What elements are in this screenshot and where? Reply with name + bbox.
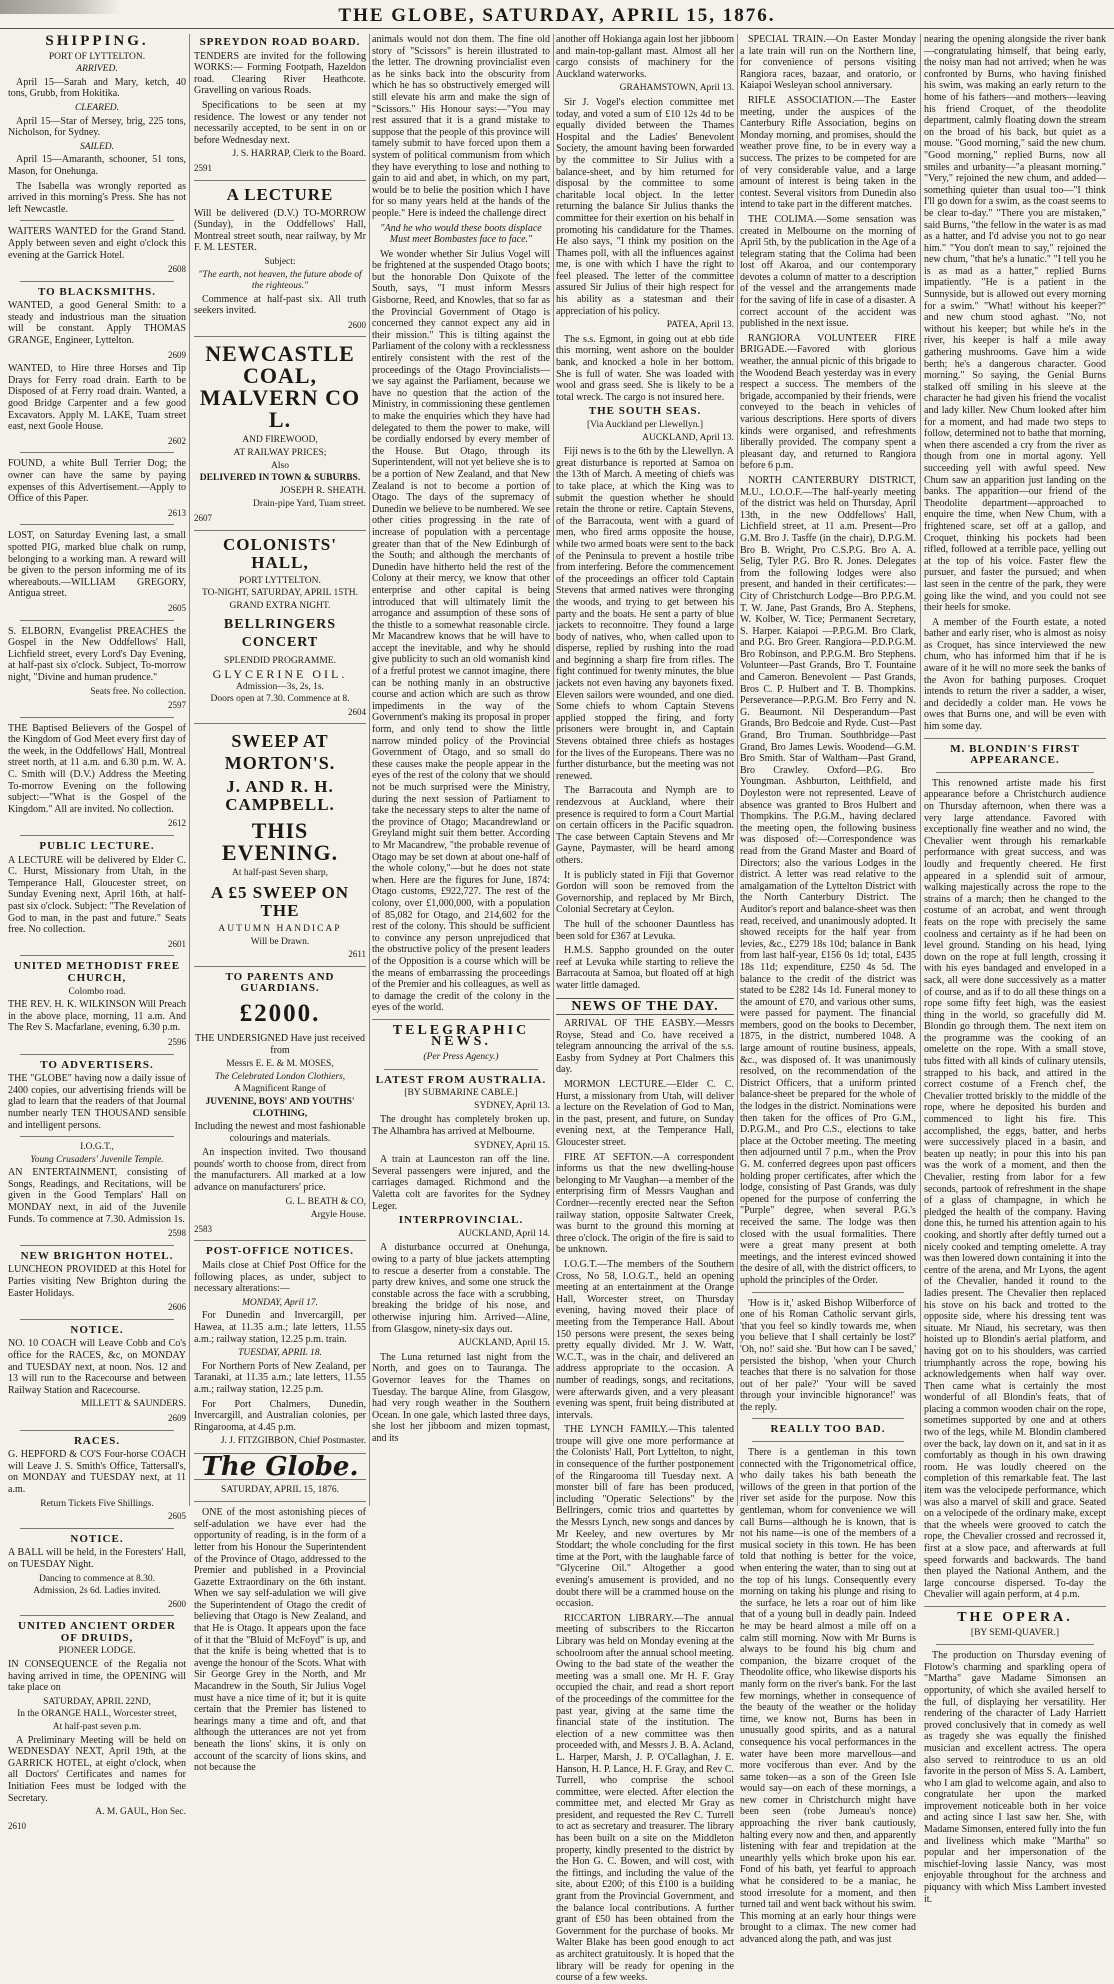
- divider: [20, 835, 174, 836]
- masthead: [0, 0, 1114, 29]
- dateline: PATEA, April 13.: [666, 320, 734, 331]
- ad-ref: 2605: [168, 1511, 186, 1522]
- ad-sign: J. J. FITZGIBBON, Chief Postmaster.: [220, 1436, 366, 1447]
- divider: [194, 1501, 366, 1502]
- news-item: FIRE AT SEFTON.—A correspondent informs us that the new dwelling-house belonging to Mr Vaughan—a member of the enterprising firm of Messrs Vaughan and Cordner—recently erected near the Sefton railway station, opposite Saltwater Creek, was burnt to the ground this morning at three o'clock. The origin of the fire is said to be unknown.: [556, 1151, 734, 1256]
- ad-ref: 2598: [168, 1228, 186, 1239]
- ad-smith: WANTED, a good General Smith: to a steady and industrious man the situation will be constant. Apply THOMAS GRANGE, Engineer, Lyttelton.: [8, 300, 186, 347]
- dispatch: It is publicly stated in Fiji that Governor Gordon will soon be removed from the Governorship, and replaced by Mr Birch, Colonial Secretary at Ceylon.: [556, 869, 734, 916]
- cleared-label: CLEARED.: [74, 102, 120, 113]
- divider: [20, 1430, 174, 1431]
- ad-baptised: THE Baptised Believers of the Gospel of the Kingdom of God Meet every first day of the week, in the Oddfellows' Hall, Montreal street north, at 11 a.m. and 6.30 p.m. W. A. C. Smith will (D.V.) Address the Meeting To-morrow Evening on the following subject:—"What is the Gospel of the Kingdom." All are invited. No collection.: [8, 722, 186, 815]
- divider: [20, 220, 174, 221]
- dateline: SYDNEY, April 15.: [474, 1140, 550, 1151]
- divider: [20, 955, 174, 956]
- news-item: THE COLIMA.—Some sensation was created in Melbourne on the morning of April 5th, by the publication in the Age of a telegram stating that the Colima had been lost off Akaroa, and our contemporary devotes a column of matter to a description of the vessel and the arrangements made for the saving of life in case of a disaster. A correct account of the accident was published in the next issue.: [740, 213, 916, 330]
- coal-banner: NEWCASTLE COAL, MALVERN CO L.: [199, 341, 361, 433]
- ad-sign: J. S. HARRAP, Clerk to the Board.: [232, 149, 366, 160]
- ad-tenders: TENDERS are invited for the following WORKS:— Forming Footpath, Hazeldon road. Clearing River Heathcote. Gravelling on various Roads.: [194, 50, 366, 97]
- divider: [20, 1136, 174, 1137]
- races-heading: RACES.: [73, 1434, 121, 1447]
- moses-desc: The Celebrated London Clothiers,: [214, 1071, 346, 1082]
- ad-ref: 2596: [168, 1036, 186, 1047]
- dispatch: The s.s. Egmont, in going out at ebb tide this morning, went ashore on the boulder bank, and knocked a hole in her bottom. She is full of water. She was loaded with wool and grass seed. She is likely to be a total wreck. The cargo is not insured here.: [556, 333, 734, 403]
- ad-ref: 2606: [168, 1302, 186, 1313]
- news-item: ARRIVAL OF THE EASBY.—Messrs Royse, Stead and Co. have received a telegram announcing the arrival of the s.s. Easby from Sydney at Port Chalmers this day.: [556, 1018, 734, 1076]
- undersigned: THE UNDERSIGNED Have just received from: [195, 1032, 365, 1056]
- news-item: MORMON LECTURE.—Elder C. C. Hurst, a missionary from Utah, will deliver a lecture on the Revelation of God to Man, in the past, present, and future, on Sunday evening next, at the Temperance Hall, Gloucester street.: [556, 1079, 734, 1149]
- anecdote: 'How is it,' asked Bishop Wilberforce of one of his Roman Catholic servant girls, 'that you feel so kindly towards me, when you believe that I shall certainly be lost?' 'Oh, no!' said she. 'But how can I be saved,' persisted the bishop, 'when your Church teaches that there is no salvation for those out of her pale?' 'Your will be saved through your invincible hignorance!' was the reply.: [740, 1297, 916, 1413]
- druids-date: SATURDAY, APRIL 22ND,: [43, 1696, 151, 1707]
- dispatch: A disturbance occurred at Onehunga, owing to a party of blue jackets attempting to rescue a deserter from a constable. The party drew knives, and some one struck the constable across the face with a scrubbing, breaking the bridge of his nose, and otherwise injuring him. Arrived—Aline, from Glasgow, ninety-six days out.: [372, 1242, 550, 1335]
- divider: [20, 1615, 174, 1616]
- ad-coach: NO. 10 COACH will Leave Cobb and Co's office for the RACES, &c, on MONDAY and TUESDAY next, at noon. Nos. 12 and 13 will run to the Racecourse and between Railway Station and Racecourse.: [8, 1338, 186, 1396]
- blacksmiths-heading: TO BLACKSMITHS.: [37, 285, 157, 298]
- dispatch: The Barracouta and Nymph are to rendezvous at Auckland, where their presence is required to form a Court Martial on certain officers in the Pacific squadron. The case between Captain Stevens and Mr Gayne, Paymaster, will be heard among others.: [556, 785, 734, 866]
- via-auckland: [Via Auckland per Llewellyn.]: [586, 420, 704, 430]
- inspection: An inspection invited. Two thousand pounds' worth to choose from, direct from the manufacturers. All marked at a low advance on manufacturers' price.: [194, 1147, 366, 1194]
- news-item: RANGIORA VOLUNTEER FIRE BRIGADE.—Favored with glorious weather, the annual picnic of this brigade to the Woodend Beach yesterday was in every respect a success. The members of the brigade, accompanied by their friends, were conveyed to the beach in vehicles of various descriptions. Here sports of divers kinds were organised, and refreshments liberally provided. The company spent a pleasant day, and returned to Rangiora before 6 p.m.: [740, 332, 916, 472]
- divider: [194, 723, 366, 724]
- news-item: NORTH CANTERBURY DISTRICT, M.U., I.O.O.F.—The half-yearly meeting of the district was held on Thursday, April 13th, in the new Oddfellows' Hall, Lichfield street, at 11 a.m. Present—Pro G.M. Bro J. Tasffe (in the chair), D.P.G.M. Bro B. Wright, Pro C.S.P.G. Bro A. A. Selig, Tyler P.G. Bro R. Jones. Delegates from the following lodges were also present, and handed in their certificates:—City of Christchurch Lodge—Bro P.P.G.M. T. W. Jane, Past Grands, Bro A. Stephens, W. Kolber, W. Tice; Permanent Secretary, S. Harper. Kaiapoi —P.P.G.M. Bro Clark, and P.G. Bro Greer. Rangiora—P.D.P.G.M. Bro Robinson, and P.P.G.M. Bro Stephens. Volunteer—Past Grands, Bro T. Fountaine and Cameron. Benevolent — Past Grands, Bros C. P. Hulbert and T. B. Thompkins. Perseverance—P.P.G.M. Bro Ferry and N. G. Beaumont. Nil Desperandum—Past Grands, Bro Bedcoie and Ryde. Cust—Past Grand, Bro Truman. Southbridge—Past Grand, Bro James Lewis. Woodend—G.M. Bro Smith. Star of Waltham—Past Grand, Bro Crawley. Oxford—P.G. Bro Youngman. Ashburton, Leithfield, and Doyleston were not represented. Leave of absence was granted to Bros Hulbert and Thompkins. The P.G.M., having declared the meeting open, the following business was disposed of:—Correspondence was read from the Grand Master and Board of Directors; also the various Lodges in the district. A letter was read relative to the amalgamation of the Lyttelton District with the North Canterbury District. The Auditor's report and balance-sheet was then read, received, and unanimously adopted. It showed receipts for the half year from levies, &c., £279 18s 10d; balance in Bank from last half-year, £156 0s 1d; total, £435 18s 11d; expenditure, £250 4s 5d. The balance to the credit of the district was stated to be £282 14s 1d. Funeral money to the amount of £70, and various other sums, were passed for payment. The financial members, good on the books to December, 1875, in the district, numbered 1048. A large amount of routine business, appeals, &c., was disposed of. It was unanimously resolved, on the recommendation of the District Officers, that a uniform printed balance-sheet be prepared for the whole of the lodges in the district. Nominations were then taken for the offices of Pro G.M., D.P.G.M., and Pro C.S., elections to take place at the October meeting. The meeting then adjourned until 7 p.m., when the Prov G. M. conferred degrees upon past officers holding proper certificates, after which the lodge, consisting of Past Grands, was duly opened for the purpose of conferring the "Purple" degree, when several P.G.'s received the same. The lodge was then closed with the usual formalities. There were a great many present at both meetings, and the interest evinced showed the desire of all, with the district officers, to uphold the principles of the Order.: [740, 474, 916, 1286]
- dateline: GRAHAMSTOWN, April 13.: [619, 83, 734, 94]
- divider: [752, 1292, 904, 1293]
- this-evening: THIS EVENING.: [221, 818, 339, 866]
- juvenine-desc: Including the newest and most fashionable colourings and materials.: [194, 1121, 366, 1144]
- doors: Doors open at 7.30. Commence at 8.: [210, 694, 350, 705]
- telegraphic-heading: TELEGRAPHIC NEWS.: [392, 1022, 530, 1050]
- post-chalmers: For Port Chalmers, Dunedin, Invercargill, and Australian colonies, per Ringarooma, at 4.45 p.m.: [194, 1398, 366, 1433]
- column-rule: [920, 34, 921, 1506]
- ad-ref: 2600: [168, 1598, 186, 1609]
- ad-sign: G. L. BEATH & CO,: [285, 1196, 366, 1207]
- column-rule: [553, 34, 554, 1506]
- ad-ref: 2597: [168, 700, 186, 711]
- iogt-sub: Young Crusaders' Juvenile Temple.: [30, 1154, 164, 1165]
- ad-ref: 2609: [168, 349, 186, 360]
- column-5: [740, 34, 916, 1945]
- column-1: [8, 33, 186, 1831]
- divider: [20, 452, 174, 453]
- dispatch: The drought has completely broken up. The Alhambra has arrived at Melbourne.: [372, 1114, 550, 1138]
- divider: [20, 1528, 174, 1529]
- coal-sub2: AT RAILWAY PRICES;: [233, 448, 327, 459]
- lecture-text: Will be delivered (D.V.) TO-MORROW (Sunday), in the Oddfellows' Hall, Montreal street south, near railway, by Mr F. M. LESTER.: [194, 207, 366, 254]
- pounds-banner: £2000.: [239, 999, 321, 1027]
- ad-ref: 2613: [168, 507, 186, 518]
- south-seas-heading: THE SOUTH SEAS.: [588, 405, 702, 418]
- editorial-continued: animals would not don them. The fine old story of "Scissors" is herein illustrated to the letter. The drowning provincialist even as he sinks back into the obscurity from which he has so obstructively emerged will still elevate his arm and make the sign of "Scissors." His Honour says:—"You may rest assured that it is a grand mistake to suppose that the people of this province will tamely submit to have forced upon them a system of political communism from which they have everything to lose and nothing to gain to aid and abet, in which, on my part, would be to belie the position which I have for so many years held at the hands of the people." Here is indeed the challenge direct: [372, 34, 550, 219]
- ad-sign: JOSEPH R. SHEATH.: [279, 485, 366, 496]
- dateline: AUCKLAND, April 13.: [642, 432, 734, 443]
- bellringers-concert: BELLRINGERS CONCERT: [223, 617, 337, 651]
- post-monday-text: For Dunedin and Invercargill, per Hawea, at 11.35 a.m.; late letters, 11.55 a.m.; railway station, 12.25 p.m. train.: [194, 1310, 366, 1345]
- colonists-hall: COLONISTS' HALL,: [223, 534, 337, 572]
- dispatch: H.M.S. Sappho grounded on the outer reef at Levuka while starting to relieve the Barracouta at Samoa, but floated off at high water little damaged.: [556, 945, 734, 991]
- globe-date: SATURDAY, APRIL 15, 1876.: [221, 1484, 339, 1495]
- ad-ref: 2591: [194, 162, 212, 173]
- ad-tail: Return Tickets Five Shillings.: [40, 1498, 154, 1509]
- ad-elborn: S. ELBORN, Evangelist PREACHES the Gospel in the New Oddfellows' Hall, Lichfield street, every Lord's Day Evening, at half-past six o'clock. Subject, To-morrow night, "Divine and human prudence.": [8, 625, 186, 683]
- coal-delivered: DELIVERED IN TOWN & SUBURBS.: [199, 473, 361, 484]
- divider: [20, 524, 174, 525]
- column-6: [924, 34, 1106, 1905]
- dateline: AUCKLAND, April 14.: [458, 1228, 550, 1239]
- dispatch: The Luna returned last night from the North, and goes on to Tauranga. The Governor leaves for the Thames on Tuesday. The barque Aline, from Glasgow, had very rough weather in the Southern Ocean. In one gale, which lasted three days, she lost her jibboom and mizen topmast, and its: [372, 1351, 550, 1444]
- australia-heading: LATEST FROM AUSTRALIA.: [375, 1073, 547, 1086]
- divider: [194, 180, 366, 181]
- post-intro: Mails close at Chief Post Office for the following places, as under, subject to necessary alterations:—: [194, 1260, 366, 1295]
- glycerine-oil: GLYCERINE OIL.: [212, 667, 348, 681]
- column-rule: [737, 34, 738, 1506]
- dispatch: Fiji news is to the 6th by the Llewellyn. A great disturbance is reported at Samoa on the 13th of March. A meeting of chiefs was to take place, at which the King was to submit the question whether he should retain the throne or retire. Captain Stevens, of the Barracouta, went with a guard of men, who fired arms opposite the house, while two armed boats were sent to the back of the Peninsula to prevent a hostile tribe from interfering. Before the commencement of the proceedings an officer told Captain Stevens that armed natives were thronging the woods, and trying to get between his party and the boats. He sent a party of blue jackets to reconnoitre. They found a large body of natives, who, when called upon to disperse, replied by rushing into the road and beginning a sharp fire from rifles. The fight continued for twenty minutes, the blue jackets not even having any bayonets fixed. Eleven sailors were wounded, and one died. Some chiefs to whom Captain Stevens applied stopped the firing, and forty prisoners were brought in, and Captain Stevens obtained three chiefs as hostages for the lives of the Europeans. There was no further disturbance, but the meeting was not renewed.: [556, 446, 734, 782]
- iogt-heading: I.O.G.T.,: [80, 1142, 114, 1153]
- admission: Admission—3s, 2s, 1s.: [236, 681, 324, 692]
- submarine-cable: [BY SUBMARINE CABLE.]: [404, 1088, 518, 1099]
- lecture-subject: "The earth, not heaven, the future abode of the righteous.": [198, 269, 362, 292]
- article-continued: nearing the opening alongside the river bank—congratulating himself, that being early, the noisy man had not arrived; when he was confronted by Burns, who having finished his swim, was making an early return to the home of his fathers—and mothers—leaving his friend Croquet, of the theodolite department, calmly floating down the stream on the broad of his back, but quiet as a mouse. "Good morning," said the new chum. "Good morning," replied Burns, now all smiles and urbanity—"a pleasant morning." "Very," rejoined the new chum, and added—something quieter than usual too—"I think I'll go down for a swim, as the coast seems to be clear to-day." "There you are mistaken," said Burns, "the fellow in the water is as mad as a hatter, and I'd advise you not to go near him." "You don't mean to say," rejoined the new chum, "that he's a lunatic." "I tell you he is as mad as a hatter," replied Burns impatiently. "He is a patient in the Sunnyside, but is allowed out every morning for a swim." "What! without his keeper?" and new chum stood aghast. "No, not without his keeper; but while he's in the river, his keeper is half a mile away gathering mushrooms. Gave him a wide berth; he's a dangerous character. Good morning." So saying, the Genial Burns stalked off smiling in his sleeve at the character he had given his friend the vocalist and lady killer. New Chum looked after him for a moment, and had made two steps to follow, determined not to bathe that morning, when there ascended a cry from the river as though from one in mortal agony. Yell succeeding yell with awful speed. New Chum saw an apparition just landing on the banks. The apparition—our friend of the Theodolite department—approached to enquire the time, when New Chum, with a frightened scare, set off at a gallop, and Croquet, thinking his pockets had been rifled, followed at a terrible pace, yelling out at the top of his voice. Faster flew the pursuer, and faster the pursued; and when last seen in the centre of the park, they were going like the wind, and you could not see their heels for smoke.: [924, 34, 1106, 614]
- divider: [924, 1606, 1106, 1607]
- divider: [20, 1054, 174, 1055]
- editorial-text: ONE of the most astonishing pieces of self-adulation we have ever had the opportunity of reading, is in the form of a letter from his Honour the Superintendent of the Province of Otago, addressed to the Premier and published in a Provincial Gazette Extraordinary on the 6th instant. When we say self-adulation we will give the Superintendent of Otago the credit of believing that Otago is New Zealand, and that He is Otago. It appears upon the face of it that the "Bluid of McFoyd" is up, and that the knife is being whetted that is to avenge the honour of the Scots. What with Sir George Grey in the North, and Mr Macandrew in the South, Sir Julius Vogel must have a nice time of it; but it is quite certain that the Premier has listened to hearings many a time and oft, and that although the utterances are not yet from beneath the lions' skins, it is only on account of the scarcity of lions skins, and not because the: [194, 1507, 366, 1774]
- really-too-bad-heading: REALLY TOO BAD.: [770, 1423, 886, 1436]
- globe-nameplate: The Globe.: [201, 1451, 359, 1482]
- arrived-label: ARRIVED.: [76, 64, 118, 75]
- ad-sign: MILLETT & SAUNDERS.: [80, 1399, 186, 1410]
- post-tuesday: TUESDAY, APRIL 18.: [238, 1348, 322, 1359]
- notice-heading: NOTICE.: [70, 1532, 124, 1545]
- opera-heading: THE OPERA.: [957, 1609, 1073, 1625]
- news-item: RICCARTON LIBRARY.—The annual meeting of subscribers to the Riccarton Library was held on Monday evening at the schoolroom after the annual school meeting. Owing to the bad state of the weather the meeting was a small one. Mr H. F. Gray occupied the chair, and read a short report of the proceedings of the committee for the past year, giving at the same time the financial state of the institution. The election of a new committee was then proceeded with, and Messrs J. B. A. Acland, L. Harper, Marsh, J. P. O'Callaghan, J. E. Hanson, H. P. Lance, H. F. Gray, and Rev C. Turrell, who comprise the school committee, were elected. After election the committee met, and elected Mr Gray as president, and requested the Rev C. Turrell to act as secretary and treasurer. The library has been built on a site on the Middleton property, kindly presented to the district by the Hon G. C. Bowen, and will cost, with the fittings, and including the value of the site, about £200; of this £100 is a building grant from the Provincial Government, and the balance local contributions. A further grant of £50 has been obtained from the Government for the purchase of books. Mr Walter Blake has been good enough to act as architect gratuitously. It is hoped that the library will be ready for opening in the course of a few weeks.: [556, 1612, 734, 1984]
- column-3: [372, 34, 550, 1510]
- ad-ref: 2610: [8, 1820, 26, 1831]
- notice-heading: NOTICE.: [70, 1323, 124, 1336]
- divider: [194, 966, 366, 967]
- ad-ref: 2604: [348, 706, 366, 717]
- ad-lecture: A LECTURE will be delivered by Elder C. C. Hurst, Missionary from Utah, in the Temperance Hall, Gloucester street, on Sunday Evening next, April 16th, at half-past six o'clock. Subject: "The Revelation of God to man, in the past and future." Seats free. No collection.: [8, 854, 186, 936]
- dispatch: The hull of the schooner Dauntless has been sold for £367 at Levuka.: [556, 918, 734, 942]
- article-text: There is a gentleman in this town connected with the Trigonometrical office, who daily takes his bath beneath the willows of the green in that portion of the river set aside for the purpose. Now this gentleman, whom for convenience we will call Burns—although he is known, that is not his name—is one of the members of a musical society in this town. He has been told that nothing is better for the voice, when entering the water, than to sing out at the top of his lungs. Consequently every morning on taking his plunge and rising to the surface, he lets a roar out of him like that of a young bull in deadly pain. Indeed he may be heard almost a mile off on a calm still morning. Now with Mr Burns is always to be found his big chum and companion, the bizarre croquet of the Theodolite office, who likewise disports his manly form on the river's bank. For the last few mornings, whether in consequence of the beauty of the weather or the holiday time, we know not, Burns has been in unusually good spirits, and as a natural consequence his vocal performances in the water have been more marvellous—and more vociferous than ever. And by the same token—as a son of the Green Isle would say—on each of these mornings, a new comer in Christchurch might have been seen (robe Jumeau's nonce) approaching the river bank cautiously, halting every now and then, and apparently listening with fear and trepidation at the unearthly yells which broke upon his ear. Fond of his bath, yet fearful to approach what he considered to be a maniac, he stood irresolute for a moment, and then turned tail and went back without his swim. This morning at an early hour things were brought to a climax. The new comer had advanced along the path, and was just: [740, 1447, 916, 1945]
- divider: [20, 281, 174, 282]
- column-2: [194, 34, 366, 1774]
- ad-druids: IN CONSEQUENCE of the Regalia not having arrived in time, the OPENING will take place on: [8, 1659, 186, 1694]
- article-text: The production on Thursday evening of Flotow's charming and sparkling opera of "Martha" gave Madame Simonsen an opportunity, of which she availed herself to the full, of displaying her versatility. Her rendering of the character of Lady Harriett proved conclusively that in comedy as well as tragedy she was equally the finished musician and excellent actress. The opera also served to reintroduce to us an old favorite in the person of Miss S. A. Lambert, who I am glad to welcome again, and also to congratulate her upon the marked improvement noticeable both in her voice and acting since I last saw her. She, with Madame Simonsen, entered fully into the fun and liveliness which make "Martha" so popular and her impersonation of the mischief-loving lassie Nancy, was most enjoyable throughout for the archness and piquancy with which Miss Lambert invested it.: [924, 1650, 1106, 1905]
- ad-advertisers: THE "GLOBE" having now a daily issue of 2400 copies, our advertising friends will be glad to learn that the readers of that Journal number nearly TEN THOUSAND sensible and intelligent persons.: [8, 1073, 186, 1131]
- ad-ref: 2611: [348, 949, 366, 960]
- ad-terrier: FOUND, a white Bull Terrier Dog; the owner can have the same by paying expenses of this Advertisement.—Apply to Office of this Paper.: [8, 458, 186, 505]
- news-of-the-day-heading: NEWS OF THE DAY.: [556, 998, 734, 1016]
- editorial-more: We wonder whether Sir Julius Vogel will be frightened at the suspended Otago boots; but the honorable Don Quixote of the South, says, "I must inform Messrs Gisborne, Reed, and Knowles, that so far as the Provincial Government of Otago is concerned they cannot expect any aid in their mission." This is tilting against the Parliament of the colony with a recklessness entirely consistent with the rest of the proceedings of the Otago Provincialists—we say against the Parliament, because we have no question that the action of the Ministry, in commissioning these gentlemen to make the enquiries which they have had delegated to them the power to make, will be cordially endorsed by every member of the House. But Otago, through its Superintendent, will not yet believe she is to be a portion of New Zealand, and that New Zealand is not to become a portion of Otago. The days of the supremacy of Dunedin we believe to be numbered. We see other cities progressing in the rate of increase of population with a percentage greater than that of the New Edinburgh of the South; and although the merchants of Dunedin have hitherto held the rest of the Colony at their mercy, we know that other enterprise and other capital is being introduced that will ultimately limit the arrogance and assumption of these sons of the thistle to a somewhat reasonable circle. Mr Macandrew knows that he will have to accept the inevitable, and why he should give publicity to such an old womanish kind of a fretful protest we cannot imagine, there can be nothing manly in an obstructive course and action which are such as throw impediments in the way of the Government's making its proposal in proper form, and only tend to show the little narrow minded policy of the Provincial Government of Otago, and so small do these causes make the people appear in the eyes of the rest of the colony that we should not be much surprised were the Ministry, during the next session of Parliament to take the necessary steps to alter the name of the province of Otago; Macandrewland or Greyland might suit them better. According to Mr Macandrew, "the probable revenue of Otago may be set down at about one-half of the whole colony,"—but he does not state when. Here are the figures for June, 1874: Otago customs, £922,727. The rest of the colony, over £1,000,000, with a population of 85,082 for Otago, and 214,602 for the rest of the colony. This should be sufficient to convince any person unprejudiced that the obstructive policy of the present leaders of the Opposition is a course which will be the means of embarrassing the proceedings of the Premier and his colleagues, as well as to damage the credit of the colony in the eyes of the world.: [372, 248, 550, 1014]
- ad-horses: WANTED, to Hire three Horses and Tip Drays for Ferry road drain. Earth to be Disposed of at Ferry road drain. Wanted, a good Bridge Carpenter and a few good Excavators. Apply M. LAKE, Tuam street east, next Goole House.: [8, 363, 186, 433]
- advertisers-heading: TO ADVERTISERS.: [40, 1058, 154, 1071]
- colonists-night: GRAND EXTRA NIGHT.: [229, 600, 331, 611]
- ad-tail: Dancing to commence at 8.30.: [38, 1573, 156, 1584]
- druids-sub: PIONEER LODGE.: [58, 1646, 136, 1657]
- ad-ref: 2602: [168, 435, 186, 446]
- divider: [194, 336, 366, 337]
- divider: [20, 620, 174, 621]
- methodist-sub: Colombo road.: [68, 986, 126, 997]
- divider: [194, 530, 366, 531]
- news-item: SPECIAL TRAIN.—On Easter Monday a late train will run on the Northern line, for convenience of persons visiting Rangiora races, bazaar, and oratorio, or Kaiapoi Wesleyan school anniversary.: [740, 34, 916, 92]
- lecture-heading: PUBLIC LECTURE.: [39, 840, 155, 853]
- divider: [936, 1644, 1094, 1645]
- divider: [20, 1319, 174, 1320]
- ad-ref: 2605: [168, 602, 186, 613]
- news-item: THE LYNCH FAMILY.—This talented troupe will give one more performance at the Colonists' Hall, Port Lyttelton, to night, in consequence of the further postponement of the Ringarooma till Tuesday next. A monster bill of fare has been produced, including "Operatic Selections" by the Bellringers, comic trios and quartettes by the Messrs Lynch, new songs and dances by Mr Keeley, and new overtures by Mr Stoddart; the whole concluding for the first time at the Port, with the laughable farce of "Glycerine Oil." Altogether a good evening's amusement is provided, and no doubt there will be a crammed house on the occasion.: [556, 1424, 734, 1610]
- ad-sign: A. M. GAUL, Hon Sec.: [95, 1807, 186, 1818]
- ad-pig: LOST, on Saturday Evening last, a small spotted PIG, marked blue chalk on rump, belonging to a working man. A reward will be given to the person informing me of its whereabouts.—WILLIAM GREGORY, Antigua street.: [8, 530, 186, 600]
- ad-ball: A BALL will be held, in the Foresters' Hall, on TUESDAY Night.: [8, 1547, 186, 1570]
- sailed-text: April 15—Amaranth, schooner, 51 tons, Mason, for Onehunga.: [8, 154, 186, 177]
- moses: Messrs E. E. & M. MOSES,: [226, 1059, 334, 1070]
- cleared-text: April 15—Star of Mersey, brig, 225 tons, Nicholson, for Sydney.: [8, 115, 186, 139]
- ad-entertainment: AN ENTERTAINMENT, consisting of Songs, Readings, and Recitations, will be given in the Good Templars' Hall on MONDAY next, in aid of the Juvenile Funds. To commence at 7.30. Admission 1s.: [8, 1167, 186, 1225]
- ad-address: Argyle House.: [310, 1210, 366, 1221]
- lecture-subject-label: Subject:: [264, 256, 296, 267]
- druids-place: In the ORANGE HALL, Worcester street,: [17, 1709, 177, 1720]
- brighton-heading: NEW BRIGHTON HOTEL.: [20, 1249, 174, 1262]
- campbell-banner: J. AND R. H. CAMPBELL.: [225, 777, 335, 815]
- masthead-title: THE GLOBE, SATURDAY, APRIL 15, 1876.: [338, 5, 776, 26]
- lecture-tail: Commence at half-past six. All truth seekers invited.: [194, 293, 366, 317]
- divider: [936, 772, 1094, 773]
- divider: [752, 1418, 904, 1419]
- article-text: This renowned artiste made his first appearance before a Christchurch audience on Thursday afternoon, when there was a very large attendance. Favored with exceptionally fine weather and no wind, the Chevalier went through his remarkable performance with great success, and was loudly and frequently cheered. He first appeared in a splendid suit of armour, walking majestically across the rope to the strains of a march; then he changed to the costume of an acrobat, and went through feats on the rope with precisely the same coolness and certainty as if he had been on level ground. Standing on his head, lying down on the rope at full length, crossing it with his eyes bandaged and enveloped in a sack, all were done successively as a matter of course, and as if to do all these things on a rope some fifty feet high, was the easiest thing in the world, so gracefully did M. Blondin go through them. The next item on the programme was the cooking of an omelette on the rope. With a small stove, tubs fitted with all kinds of culinary utensils, strapped to his back, and attired in the correct costume of a French chef, the Chevalier trotted briskly to the middle of the rope, where he deposited his burden and commenced to light his fire. This accomplished, the eggs, batter, and herbs were successively placed in a basin, and beaten up neatly; in pour this into his pan was the work of a moment, and then the Chevalier, resting from labor for a few seconds, partook of refreshment in the shape of a glass of champagne, in which he pledged the health of the company. Having done this, he turned his attention again to his cooking, and shortly after deftly turned out a nicely cooked and tempting omelette. A tray was then lowered down containing it into the centre of the arena, and Mr Lyons, the agent of the Chevalier, handed it round to the ladies present. The Chevalier then replaced his stove on his back and trotted to the opposite side, where his dressing tent was situate. Mr Niaud, his secretary, was then hoisted up to Blondin's aerial platform, and having got on to his shoulders, was carried triumphantly across the rope, bowing his acknowledgements when half way over. Then came what is certainly the most wonderful of all Blondin's feats, that of placing a common wooden chair on the rope, sometimes supported by one and at others two of the legs, while M. Blondin clambered over the back, lay down on it, and sat in it as comfortably as though in his own drawing room. He was loudly cheered on the completion of this remarkable feat. The last item was the velocipede performance, which was also a marvel of skill and grace. Seated on a velocipede of the ordinary make, except that the wheels were grooved to catch the rope, the Chevalier crossed and recrossed it, first at a slow pace, and afterwards at full speed forwards and backwards. The band then played the National Anthem, and the large concourse dispersed. To-day the Chevalier will again perform, at 4 p.m.: [924, 777, 1106, 1601]
- methodist-heading: UNITED METHODIST FREE CHURCH,: [13, 960, 181, 984]
- coal-also: Also: [271, 460, 289, 471]
- news-item: I.O.G.T.—The members of the Southern Cross, No 58, I.O.G.T., held an opening meeting at an entertainment at the Orange Hall, Worcester street, on Thursday evening, having moved their place of meeting from the Temperance Hall. About 150 persons were present, the sexes being pretty equally divided. Mr J. W. Watt, W.C.T., was in the chair, and delivered an address appropriate to the occasion. A number of readings, songs, and recitations, were afterwards given, and a very pleasant evening was spent, fruit being distributed at intervals.: [556, 1258, 734, 1421]
- parents-heading: TO PARENTS AND GUARDIANS.: [225, 970, 335, 995]
- ad-ref: 2583: [194, 1223, 212, 1234]
- news-item: RIFLE ASSOCIATION.—The Easter meeting, under the auspices of the Canterbury Rifle Association, begins on Monday morning, and promises, should the weather prove fine, to be in every way a success. The prizes to be competed for are of very considerable value, and a large amount of interest is being taken in the contest. Several visitors from Dunedin also intend to take part in the different matches.: [740, 94, 916, 211]
- dispatch-continued: another off Hokianga again lost her jibboom and main-top-gallant mast. Almost all her cargo consists of machinery for the Auckland waterworks.: [556, 34, 734, 80]
- isabella-note: The Isabella was wrongly reported as arrived in this morning's Press. She has not left Newcastle.: [8, 180, 186, 215]
- juvenine-clothing: JUVENINE, BOYS' AND YOUTHS' CLOTHING,: [205, 1096, 355, 1119]
- half-past: At half-past Seven sharp,: [231, 868, 329, 879]
- druids-heading: UNITED ANCIENT ORDER OF DRUIDS,: [18, 1620, 176, 1644]
- divider: [372, 1019, 550, 1020]
- drawn: Will be Drawn.: [250, 936, 310, 947]
- per-press: (Per Press Agency.): [423, 1052, 499, 1063]
- splendid-programme: SPLENDID PROGRAMME.: [224, 656, 336, 667]
- shipping-heading: SHIPPING.: [45, 33, 149, 49]
- lecture-banner: A LECTURE: [226, 184, 334, 204]
- divider: [20, 717, 174, 718]
- ad-ref: 2607: [194, 513, 212, 524]
- article-text: A member of the Fourth estate, a noted bather and early riser, who is almost as noisy as Croquet, has since interviewed the new chum, who has informed him that if he is aware of it he will no more seek the banks of the Avon for bathing purposes. Croquet intends to return the river a sadder, a wiser, and decidedly a colder man. He vows he owes that Burns one, and will be even with him some day.: [924, 616, 1106, 733]
- dispatch: A train at Launceston ran off the line. Several passengers were injured, and the carriages damaged. Richmond and the Valetta colt are favorites for the Sydney Leger.: [372, 1154, 550, 1212]
- spreydon-heading: SPREYDON ROAD BOARD.: [199, 36, 361, 48]
- post-office-heading: POST-OFFICE NOTICES.: [206, 1245, 354, 1258]
- ad-tail: Seats free. No collection.: [90, 686, 186, 697]
- post-tuesday-text: For Northern Ports of New Zealand, per Taranaki, at 11.35 a.m.; late letters, 11.55 a.m.; railway station, 12.25 p.m.: [194, 1360, 366, 1395]
- column-4: [556, 34, 734, 1984]
- assortment: A Magnificent Range of: [233, 1084, 327, 1095]
- ad-tail: Admission, 2s 6d. Ladies invited.: [33, 1586, 161, 1597]
- ad-ref: 2600: [348, 319, 366, 330]
- boots-quote: "And he who would these boots displace Must meet Bombastes face to face.": [380, 222, 542, 246]
- ad-address: Drain-pipe Yard, Tuam street.: [253, 499, 366, 510]
- byline: [BY SEMI-QUAVER.]: [970, 1627, 1060, 1638]
- ad-brighton: LUNCHEON PROVIDED at this Hotel for Parties visiting New Brighton during the Easter Holidays.: [8, 1264, 186, 1299]
- column-rule: [369, 34, 370, 1506]
- column-rule: [189, 34, 190, 1506]
- colonists-sub: PORT LYTTELTON.: [239, 575, 321, 586]
- dateline: SYDNEY, April 13.: [474, 1100, 550, 1111]
- ad-wilkinson: THE REV. H. K. WILKINSON Will Preach in the above place, morning, 11 a.m. And The Rev S. Macfarlane, evening, 6.30 p.m.: [8, 999, 186, 1034]
- five-pound-sweep: A £5 SWEEP ON THE: [210, 882, 350, 920]
- dateline: AUCKLAND, April 15.: [458, 1338, 550, 1349]
- post-monday: MONDAY, April 17.: [241, 1297, 319, 1308]
- divider: [20, 1245, 174, 1246]
- dispatch: Sir J. Vogel's election committee met today, and voted a sum of £10 12s 4d to be equally divided between the Thames Hospital and the Ladies' Benevolent Society, the amount having been forwarded by the committee to Sir Julius with a balance-sheet, and by him returned for disposal by the committee to some charitable local object. In the letter returning the balance Sir Julius thanks the committee for their exertion on his behalf in promoting his candidature for the Thames. He also says, "I think my position on the Thames poll, with all the influences against me, is one with which I have the right to feel pleased. The letter of the committee assured Sir Julius of their high respect for his ability as a statesman and their appreciation of his policy.: [556, 96, 734, 317]
- autumn-handicap: AUTUMN HANDICAP: [218, 923, 342, 934]
- divider: [924, 738, 1106, 739]
- blondin-heading: M. BLONDIN'S FIRST APPEARANCE.: [950, 742, 1080, 767]
- ad-waiters: WAITERS WANTED for the Grand Stand. Apply between seven and eight o'clock this evening at the Garrick Hotel.: [8, 226, 186, 261]
- divider: [384, 1069, 538, 1070]
- druids-more: A Preliminary Meeting will be held on WEDNESDAY NEXT, April 19th, at the GARRICK HOTEL, at eight o'clock, when all Doctors' Certificates and names for Initiation Fees must be lodged with the Secretary.: [8, 1734, 186, 1804]
- coal-sub: AND FIREWOOD,: [242, 435, 318, 446]
- ad-hepford: G. HEPFORD & CO'S Four-horse COACH will Leave J. S. Smith's Office, Tattersall's, on MONDAY and TUESDAY next, at 11 a.m.: [8, 1449, 186, 1495]
- ad-ref: 2608: [168, 264, 186, 275]
- sailed-label: SAILED.: [79, 141, 115, 152]
- ad-ref: 2612: [168, 818, 186, 829]
- divider: [752, 1441, 904, 1442]
- ad-tenders-more: Specifications to be seen at my residence. The lowest or any tender not necessarily accepted, to be sent in on or before Wednesday next.: [194, 99, 366, 146]
- ad-ref: 2601: [168, 938, 186, 949]
- port-heading: PORT OF LYTTELTON.: [48, 51, 146, 62]
- arrived-text: April 15—Sarah and Mary, ketch, 40 tons, Grubb, from Hokitika.: [8, 76, 186, 100]
- divider: [194, 1240, 366, 1241]
- sweep-banner: SWEEP AT MORTON'S.: [224, 731, 336, 774]
- interprovincial-heading: INTERPROVINCIAL.: [398, 1214, 524, 1227]
- colonists-date: TO-NIGHT, SATURDAY, APRIL 15TH.: [201, 588, 359, 599]
- druids-time: At half-past seven p.m.: [52, 1722, 142, 1733]
- ad-ref: 2609: [168, 1412, 186, 1423]
